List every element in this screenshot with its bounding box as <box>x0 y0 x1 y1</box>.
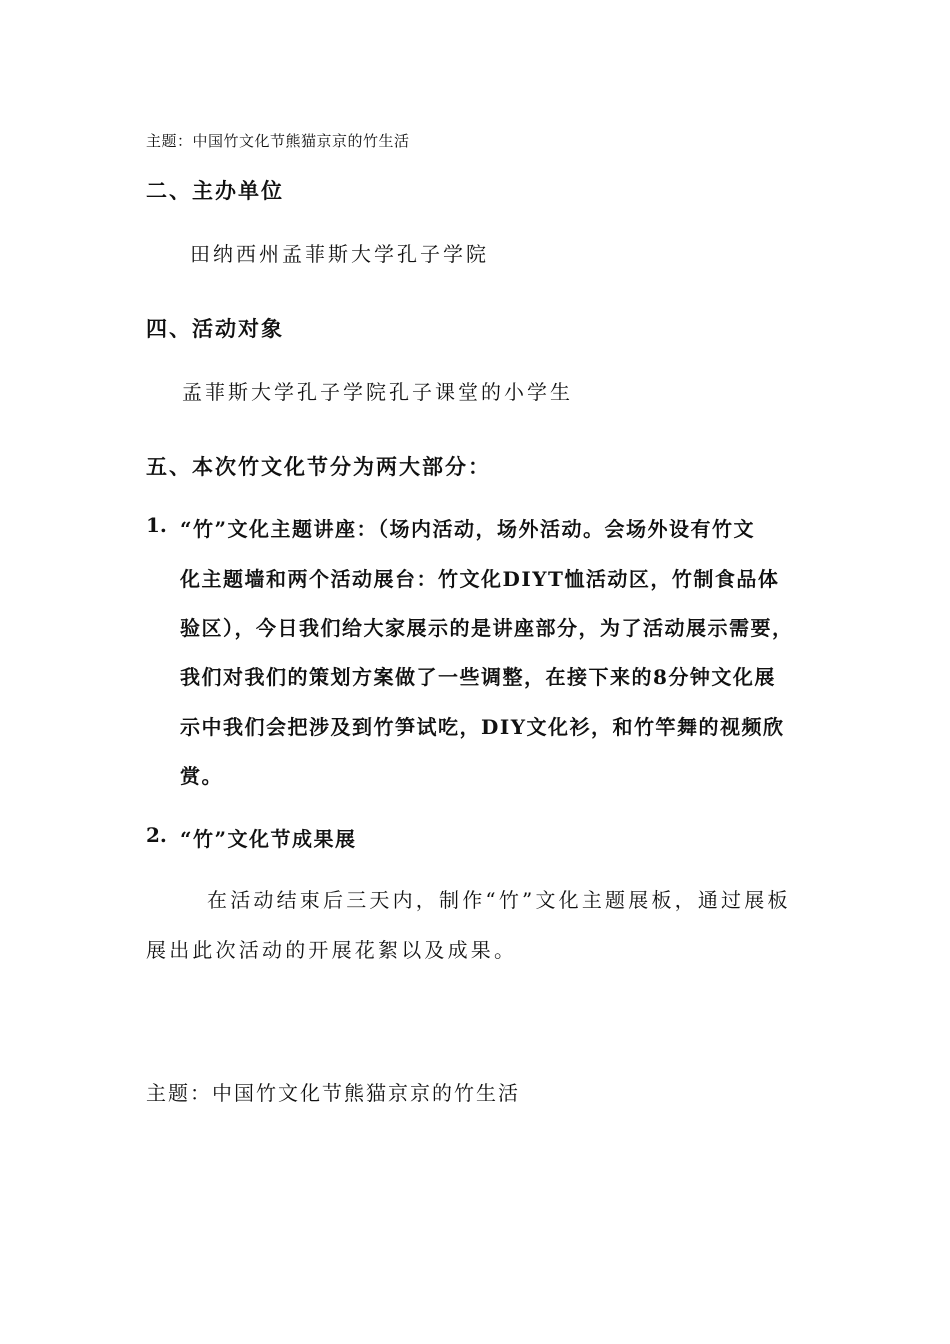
header-theme: 主题：中国竹文化节熊猫京京的竹生活 <box>146 132 410 150</box>
paragraph-line: 在活动结束后三天内，制作“竹”文化主题展板，通过展板 <box>207 888 791 912</box>
parts-heading: 五、本次竹文化节分为两大部分： <box>146 454 491 479</box>
paragraph-line: 展出此次活动的开展花絮以及成果。 <box>146 938 518 962</box>
list-title: “竹”文化节成果展 <box>180 827 357 851</box>
organizer-heading: 二、主办单位 <box>146 178 284 203</box>
list-line: 验区），今日我们给大家展示的是讲座部分，为了活动展示需要， <box>180 616 794 640</box>
list-line: “竹”文化主题讲座：（场内活动，场外活动。会场外设有竹文 <box>180 517 756 541</box>
list-line: 我们对我们的策划方案做了一些调整，在接下来的8分钟文化展 <box>180 665 776 689</box>
list-line: 赏。 <box>180 764 223 788</box>
audience-text: 孟菲斯大学孔子学院孔子课堂的小学生 <box>182 380 573 404</box>
list-number: 1. <box>146 513 167 537</box>
list-number: 2. <box>146 823 167 847</box>
list-line: 化主题墙和两个活动展台：竹文化DIYT恤活动区，竹制食品体 <box>180 567 780 591</box>
list-line: 示中我们会把涉及到竹笋试吃，DIY文化衫，和竹竿舞的视频欣 <box>180 715 785 739</box>
organizer-text: 田纳西州孟菲斯大学孔子学院 <box>190 242 489 266</box>
footer-theme: 主题：中国竹文化节熊猫京京的竹生活 <box>146 1081 520 1105</box>
audience-heading: 四、活动对象 <box>146 316 284 341</box>
